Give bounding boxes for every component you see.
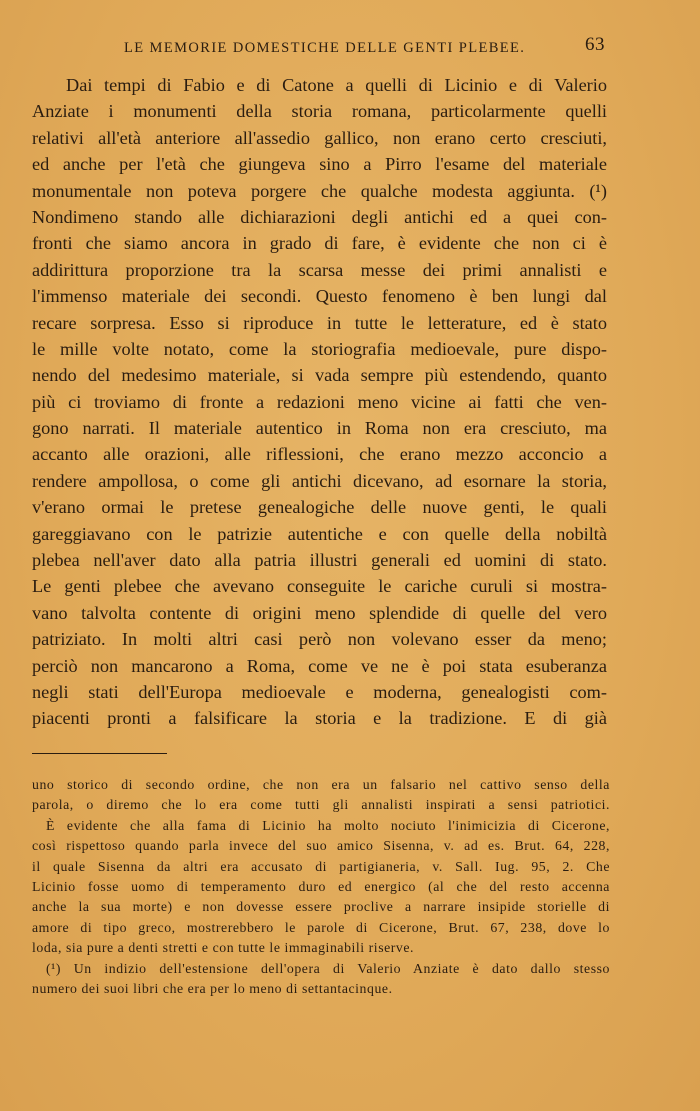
text-line: relativi all'età anteriore all'assedio gallico, non erano certo cresciuti, — [32, 127, 607, 148]
footnote-separator — [32, 753, 167, 754]
text-line: monumentale non poteva porgere che qualche modesta aggiunta. (¹) — [32, 180, 607, 201]
text-line: Nondimeno stando alle dichiarazioni degli antichi ed a quei con- — [32, 206, 607, 227]
footnote-line: È evidente che alla fama di Licinio ha molto nociuto l'inimicizia di Cicerone, — [46, 817, 610, 833]
footnote-line: Licinio fosse uomo di temperamento duro ed energico (al che del resto accenna — [32, 878, 610, 894]
footnote-line: amore di tipo greco, mostrerebbero le parole di Cicerone, Brut. 67, 238, dove lo — [32, 919, 610, 935]
text-line: nendo del medesimo materiale, si vada sempre più estendendo, quanto — [32, 365, 607, 386]
footnote-line: uno storico di secondo ordine, che non era un falsario nel cattivo senso della — [32, 777, 610, 792]
text-line: fronti che siamo ancora in grado di fare, è evidente che non ci è — [32, 233, 607, 254]
text-line: più ci troviamo di fronte a redazioni meno vicine ai fatti che ven- — [32, 391, 607, 412]
text-line: ed anche per l'età che giungeva sino a Pirro l'esame del materiale — [32, 154, 607, 175]
running-title: LE MEMORIE DOMESTICHE DELLE GENTI PLEBEE. — [124, 40, 526, 56]
page-header — [0, 34, 700, 62]
text-line: Anziate i monumenti della storia romana, particolarmente quelli — [32, 101, 607, 122]
text-line: plebea nell'aver dato alla patria illustri generali ed uomini di stato. — [32, 550, 607, 571]
footnote-line: (¹) Un indizio dell'estensione dell'opera di Valerio Anziate è dato dallo stesso — [46, 960, 610, 976]
footnote-line: così rispettoso quando parla invece del suo amico Sisenna, v. ad es. Brut. 64, 228, — [32, 838, 610, 854]
footnote-line: numero dei suoi libri che era per lo meno di settantacinque. — [32, 980, 393, 996]
text-line: vano talvolta contente di origini meno splendide di quelle del vero — [32, 602, 607, 623]
text-line: Le genti plebee che avevano conseguite le cariche curuli si mostra- — [32, 576, 607, 597]
page-number: 63 — [585, 34, 605, 55]
text-line: accanto alle orazioni, alle riflessioni, che erano mezzo acconcio a — [32, 444, 607, 465]
text-line: patriziato. In molti altri casi però non volevano esser da meno; — [32, 629, 607, 650]
text-line: l'immenso materiale dei secondi. Questo fenomeno è ben lungi dal — [32, 286, 607, 307]
text-line: negli stati dell'Europa medioevale e moderna, genealogisti com- — [32, 681, 607, 702]
text-line: recare sorpresa. Esso si riproduce in tutte le letterature, ed è stato — [32, 312, 607, 333]
footnotes — [32, 775, 610, 999]
footnote-line: il quale Sisenna da altri era accusato di partigianeria, v. Sall. Iug. 95, 2. Che — [32, 858, 610, 874]
footnote-line: parola, o diremo che lo era come tutti gli annalisti inspirati a sensi patriotici. — [32, 797, 610, 813]
text-line: piacenti pronti a falsificare la storia e la tradizione. E di già — [32, 708, 607, 729]
text-line: v'erano ormai le pretese genealogiche delle nuove genti, le quali — [32, 497, 607, 518]
footnote-line: loda, sia pure a denti stretti e con tutte le immaginabili riserve. — [32, 940, 415, 956]
text-line: perciò non mancarono a Roma, come ve ne è poi stata esuberanza — [32, 655, 607, 676]
text-line: gareggiavano con le patrizie autentiche e con quelle della nobiltà — [32, 523, 607, 544]
main-text — [32, 72, 607, 732]
text-line: addirittura proporzione tra la scarsa messe dei primi annalisti e — [32, 259, 607, 280]
text-line: gono narrati. Il materiale autentico in Roma non era cresciuto, ma — [32, 418, 607, 439]
text-line: rendere ampollosa, o come gli antichi dicevano, ad esornare la storia, — [32, 470, 607, 491]
footnote-line: anche la sua morte) e non dovesse essere proclive a narrare insipide storielle di — [32, 899, 610, 915]
text-line: Dai tempi di Fabio e di Catone a quelli di Licinio e di Valerio — [66, 75, 607, 95]
text-line: le mille volte notato, come la storiografia medioevale, pure dispo- — [32, 338, 607, 359]
